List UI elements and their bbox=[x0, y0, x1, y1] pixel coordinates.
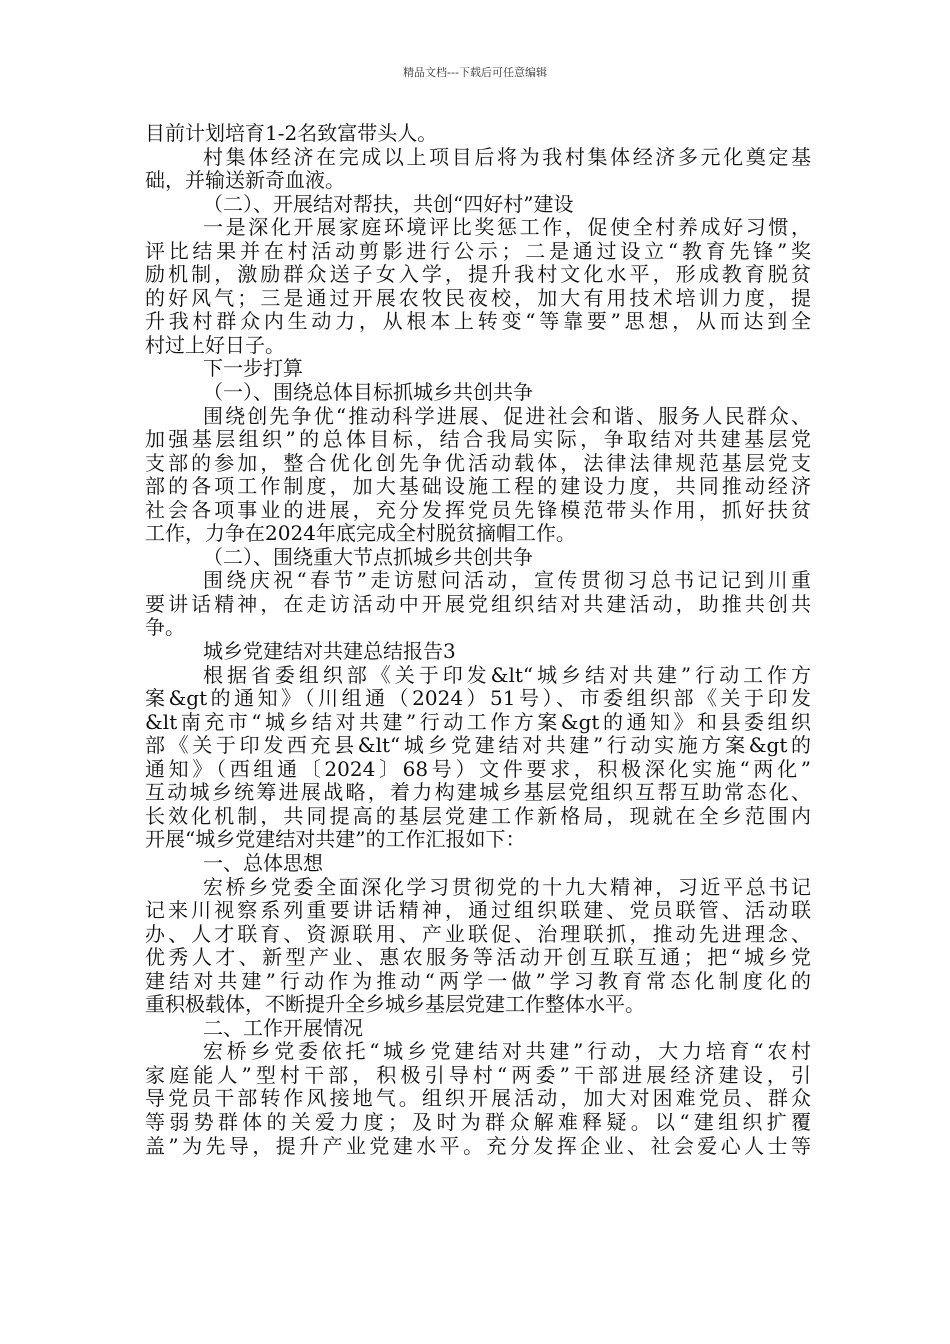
text-line: 励机制，激励群众送子女入学，提升我村文化水平，形成教育脱贫 bbox=[145, 262, 811, 287]
text-line: 目前计划培育1-2名致富带头人。 bbox=[145, 121, 438, 145]
text-line: 下一步打算 bbox=[203, 356, 303, 381]
text-line: 等弱势群体的关爱力度；及时为群众解难释疑。以“建组织扩覆 bbox=[145, 1109, 811, 1134]
text-line: 部《关于印发西充县&lt“城乡党建结对共建”行动实施方案&gt的 bbox=[145, 733, 811, 758]
text-line: 通知》（西组通〔2024〕68号）文件要求，积极深化实施“两化” bbox=[145, 756, 811, 781]
document-body bbox=[145, 122, 811, 1158]
text-line: 社会各项事业的进展，充分发挥党员先锋模范带头作用，抓好扶贫 bbox=[145, 497, 811, 522]
text-line: 优秀人才、新型产业、惠农服务等活动开创互联互通；把“城乡党 bbox=[145, 945, 811, 970]
text-line: 部的各项工作制度，加大基础设施工程的建设力度，共同推动经济 bbox=[145, 474, 811, 499]
text-line: 加强基层组织”的总体目标，结合我局实际，争取结对共建基层党 bbox=[145, 427, 811, 452]
text-line: 盖”为先导，提升产业党建水平。充分发挥企业、社会爱心人士等 bbox=[145, 1133, 811, 1158]
page-header: 精品文档---下载后可任意编辑 bbox=[403, 66, 547, 79]
text-line: 一是深化开展家庭环境评比奖惩工作，促使全村养成好习惯， bbox=[203, 215, 811, 240]
text-line: 案&gt的通知》（川组通（2024）51号）、市委组织部《关于印发 bbox=[145, 686, 811, 711]
text-line: 开展“城乡党建结对共建”的工作汇报如下： bbox=[145, 827, 526, 852]
text-line: 导党员干部转作风接地气。组织开展活动，加大对困难党员、群众 bbox=[145, 1086, 811, 1111]
text-line: 围绕庆祝“春节”走访慰问活动，宣传贯彻习总书记记到川重 bbox=[203, 568, 811, 593]
text-line: 支部的参加，整合优化创先争优活动载体，法律法律规范基层党支 bbox=[145, 450, 811, 475]
text-line: 村集体经济在完成以上项目后将为我村集体经济多元化奠定基 bbox=[203, 144, 811, 169]
text-line: 评比结果并在村活动剪影进行公示；二是通过设立“教育先锋”奖 bbox=[145, 238, 811, 263]
text-line: （二）、开展结对帮扶，共创“四好村”建设 bbox=[203, 191, 574, 216]
text-line: 办、人才联育、资源联用、产业联促、治理联抓，推动先进理念、 bbox=[145, 921, 811, 946]
text-line: 一、总体思想 bbox=[203, 850, 323, 875]
text-line: 础，并输送新奇血液。 bbox=[145, 168, 345, 193]
text-line: （一）、围绕总体目标抓城乡共创共争 bbox=[203, 380, 533, 405]
text-line: 村过上好日子。 bbox=[145, 332, 285, 357]
text-line: 围绕创先争优“推动科学进展、促进社会和谐、服务人民群众、 bbox=[203, 403, 811, 428]
text-line: 记来川视察系列重要讲话精神，通过组织联建、党员联管、活动联 bbox=[145, 898, 811, 923]
text-line: 二、工作开展情况 bbox=[203, 1015, 363, 1040]
text-line: 宏桥乡党委全面深化学习贯彻党的十九大精神，习近平总书记 bbox=[203, 874, 811, 899]
text-line: 建结对共建”行动作为推动“两学一做”学习教育常态化制度化的 bbox=[145, 968, 811, 993]
text-line: 互动城乡统筹进展战略，着力构建城乡基层党组织互帮互助常态化、 bbox=[145, 780, 811, 805]
text-line: 宏桥乡党委依托“城乡党建结对共建”行动，大力培育“农村 bbox=[203, 1039, 811, 1064]
text-line: 升我村群众内生动力，从根本上转变“等靠要”思想，从而达到全 bbox=[145, 309, 811, 334]
text-line: 长效化机制，共同提高的基层党建工作新格局，现就在全乡范围内 bbox=[145, 803, 811, 828]
text-line: （二）、围绕重大节点抓城乡共创共争 bbox=[203, 544, 533, 569]
text-line: &lt南充市“城乡结对共建”行动工作方案&gt的通知》和县委组织 bbox=[145, 709, 811, 734]
text-line: 重积极载体，不断提升全乡城乡基层党建工作整体水平。 bbox=[145, 992, 645, 1017]
text-line: 争。 bbox=[145, 615, 185, 640]
text-line: 家庭能人”型村干部，积极引导村“两委”干部进展经济建设，引 bbox=[145, 1062, 811, 1087]
text-line: 的好风气；三是通过开展农牧民夜校，加大有用技术培训力度，提 bbox=[145, 285, 811, 310]
text-line: 城乡党建结对共建总结报告3 bbox=[203, 639, 456, 664]
text-line: 工作，力争在2024年底完成全村脱贫摘帽工作。 bbox=[145, 521, 576, 546]
text-line: 根据省委组织部《关于印发&lt“城乡结对共建”行动工作方 bbox=[203, 662, 811, 687]
text-line: 要讲话精神，在走访活动中开展党组织结对共建活动，助推共创共 bbox=[145, 591, 811, 616]
